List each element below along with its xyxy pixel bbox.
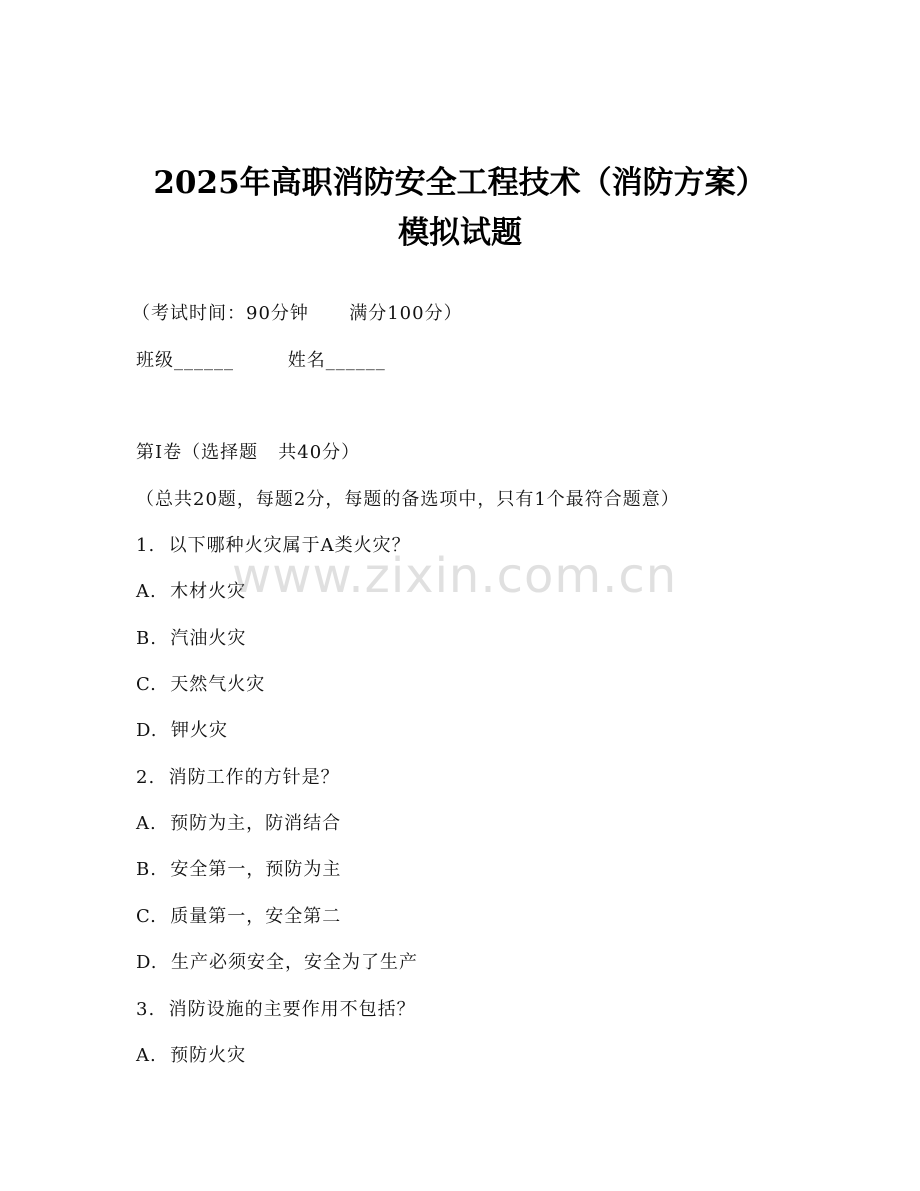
question-2-option-a: A. 预防为主，防消结合: [136, 813, 342, 834]
section-title: 第I卷（选择题 共40分）: [136, 442, 361, 463]
question-2-stem: 2. 消防工作的方针是？: [136, 767, 340, 788]
question-2-option-b: B. 安全第一，预防为主: [136, 859, 342, 880]
question-1-stem: 1. 以下哪种火灾属于A类火灾？: [136, 535, 411, 556]
question-3-stem: 3. 消防设施的主要作用不包括？: [136, 999, 416, 1020]
question-1-option-c: C. 天然气火灾: [136, 674, 266, 695]
question-1-option-a: A. 木材火灾: [136, 581, 247, 602]
document-title-line-2: 模拟试题: [398, 215, 522, 251]
question-1-option-d: D. 钾火灾: [136, 720, 228, 741]
question-3-option-a: A. 预防火灾: [136, 1045, 247, 1066]
student-info: 班级______ 姓名______: [136, 350, 386, 371]
watermark: www.zixin.com.cn: [232, 548, 678, 604]
section-note: （总共20题，每题2分，每题的备选项中，只有1个最符合题意）: [136, 489, 680, 510]
question-1-option-b: B. 汽油火灾: [136, 628, 247, 649]
question-2-option-d: D. 生产必须安全，安全为了生产: [136, 952, 418, 973]
document-title-line-1: 2025年高职消防安全工程技术（消防方案）: [153, 165, 767, 201]
exam-info: （考试时间：90分钟 满分100分）: [132, 303, 463, 324]
question-2-option-c: C. 质量第一，安全第二: [136, 906, 342, 927]
